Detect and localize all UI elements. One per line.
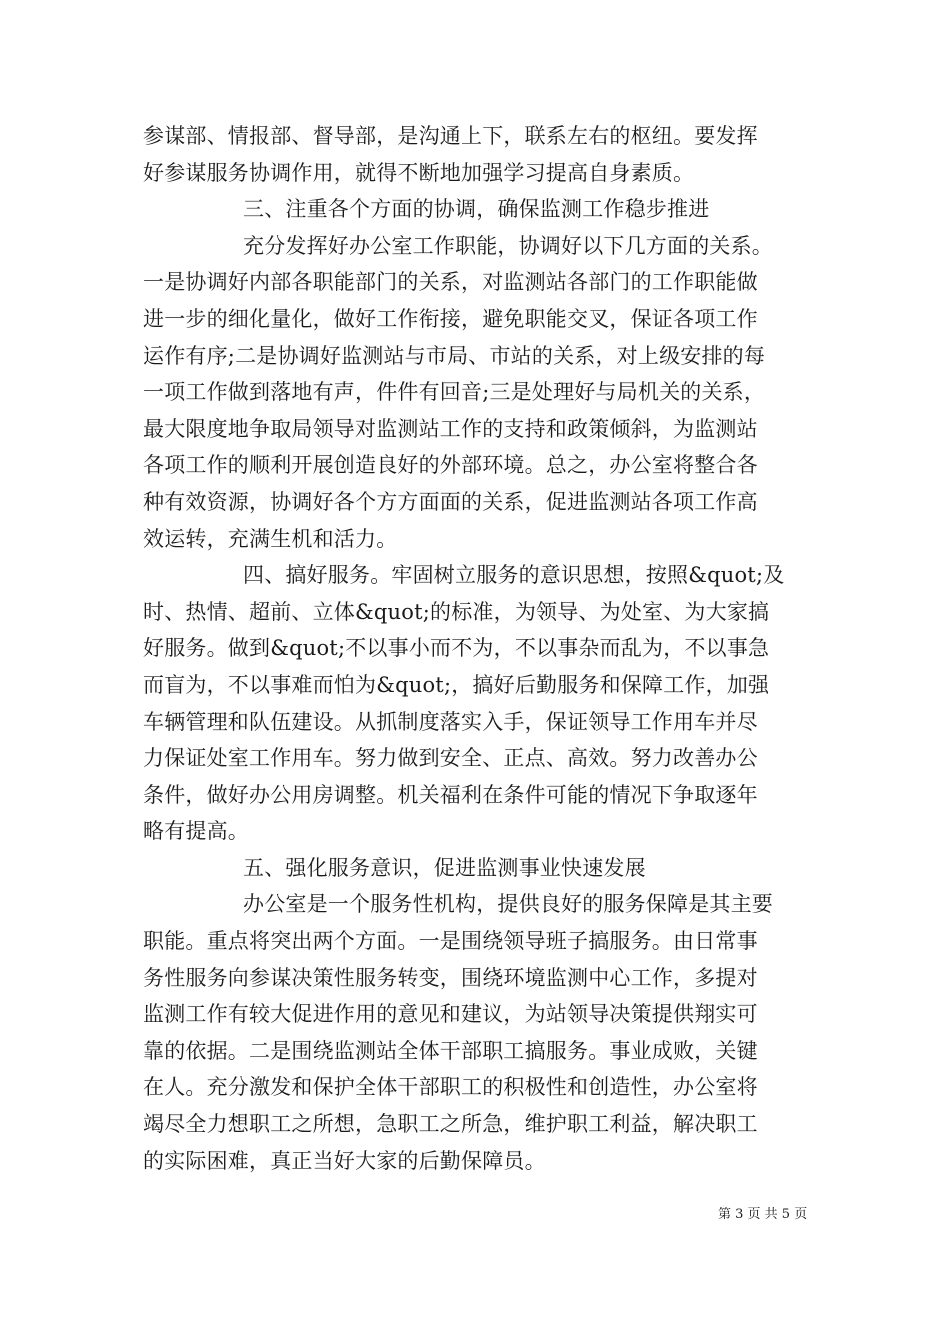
page-number: 第 3 页 共 5 页	[718, 1207, 808, 1222]
text-line: 力保证处室工作用车。努力做到安全、正点、高效。努力改善办公	[143, 746, 758, 771]
text-line: 三、注重各个方面的协调，确保监测工作稳步推进	[243, 197, 710, 222]
text-line: 运作有序;二是协调好监测站与市局、市站的关系，对上级安排的每	[143, 343, 766, 368]
text-line: 监测工作有较大促进作用的意见和建议，为站领导决策提供翔实可	[143, 1002, 758, 1027]
text-line: 竭尽全力想职工之所想，急职工之所急，维护职工利益，解决职工	[143, 1112, 758, 1137]
text-line: 条件，做好办公用房调整。机关福利在条件可能的情况下争取逐年	[143, 782, 758, 807]
text-line: 职能。重点将突出两个方面。一是围绕领导班子搞服务。由日常事	[143, 929, 758, 954]
text-line: 而盲为，不以事难而怕为&quot;，搞好后勤服务和保障工作，加强	[143, 672, 770, 697]
text-line: 车辆管理和队伍建设。从抓制度落实入手，保证领导工作用车并尽	[143, 709, 758, 734]
document-body	[143, 118, 808, 1179]
text-line: 最大限度地争取局领导对监测站工作的支持和政策倾斜，为监测站	[143, 416, 758, 441]
text-line: 的实际困难，真正当好大家的后勤保障员。	[143, 1148, 546, 1173]
text-line: 各项工作的顺利开展创造良好的外部环境。总之，办公室将整合各	[143, 453, 758, 478]
text-line: 在人。充分激发和保护全体干部职工的积极性和创造性，办公室将	[143, 1075, 758, 1100]
text-line: 办公室是一个服务性机构，提供良好的服务保障是其主要	[243, 892, 773, 917]
text-line: 好参谋服务协调作用，就得不断地加强学习提高自身素质。	[143, 160, 695, 185]
text-line: 一是协调好内部各职能部门的关系，对监测站各部门的工作职能做	[143, 270, 758, 295]
text-line: 靠的依据。二是围绕监测站全体干部职工搞服务。事业成败，关键	[143, 1038, 758, 1063]
text-line: 参谋部、情报部、督导部，是沟通上下，联系左右的枢纽。要发挥	[143, 124, 758, 148]
text-line: 充分发挥好办公室工作职能，协调好以下几方面的关系。	[243, 233, 773, 258]
text-line: 效运转，充满生机和活力。	[143, 526, 398, 551]
text-line: 五、强化服务意识，促进监测事业快速发展	[243, 855, 646, 880]
text-line: 务性服务向参谋决策性服务转变，围绕环境监测中心工作，多提对	[143, 965, 758, 990]
text-line: 进一步的细化量化，做好工作衔接，避免职能交叉，保证各项工作	[143, 306, 758, 331]
text-line: 好服务。做到&quot;不以事小而不为，不以事杂而乱为，不以事急	[143, 636, 770, 661]
text-line: 四、搞好服务。牢固树立服务的意识思想，按照&quot;及	[243, 563, 785, 588]
text-line: 略有提高。	[143, 819, 249, 844]
text-line: 时、热情、超前、立体&quot;的标准，为领导、为处室、为大家搞	[143, 599, 770, 624]
text-line: 种有效资源，协调好各个方方面面的关系，促进监测站各项工作高	[143, 489, 758, 514]
text-line: 一项工作做到落地有声，件件有回音;三是处理好与局机关的关系，	[143, 380, 766, 405]
